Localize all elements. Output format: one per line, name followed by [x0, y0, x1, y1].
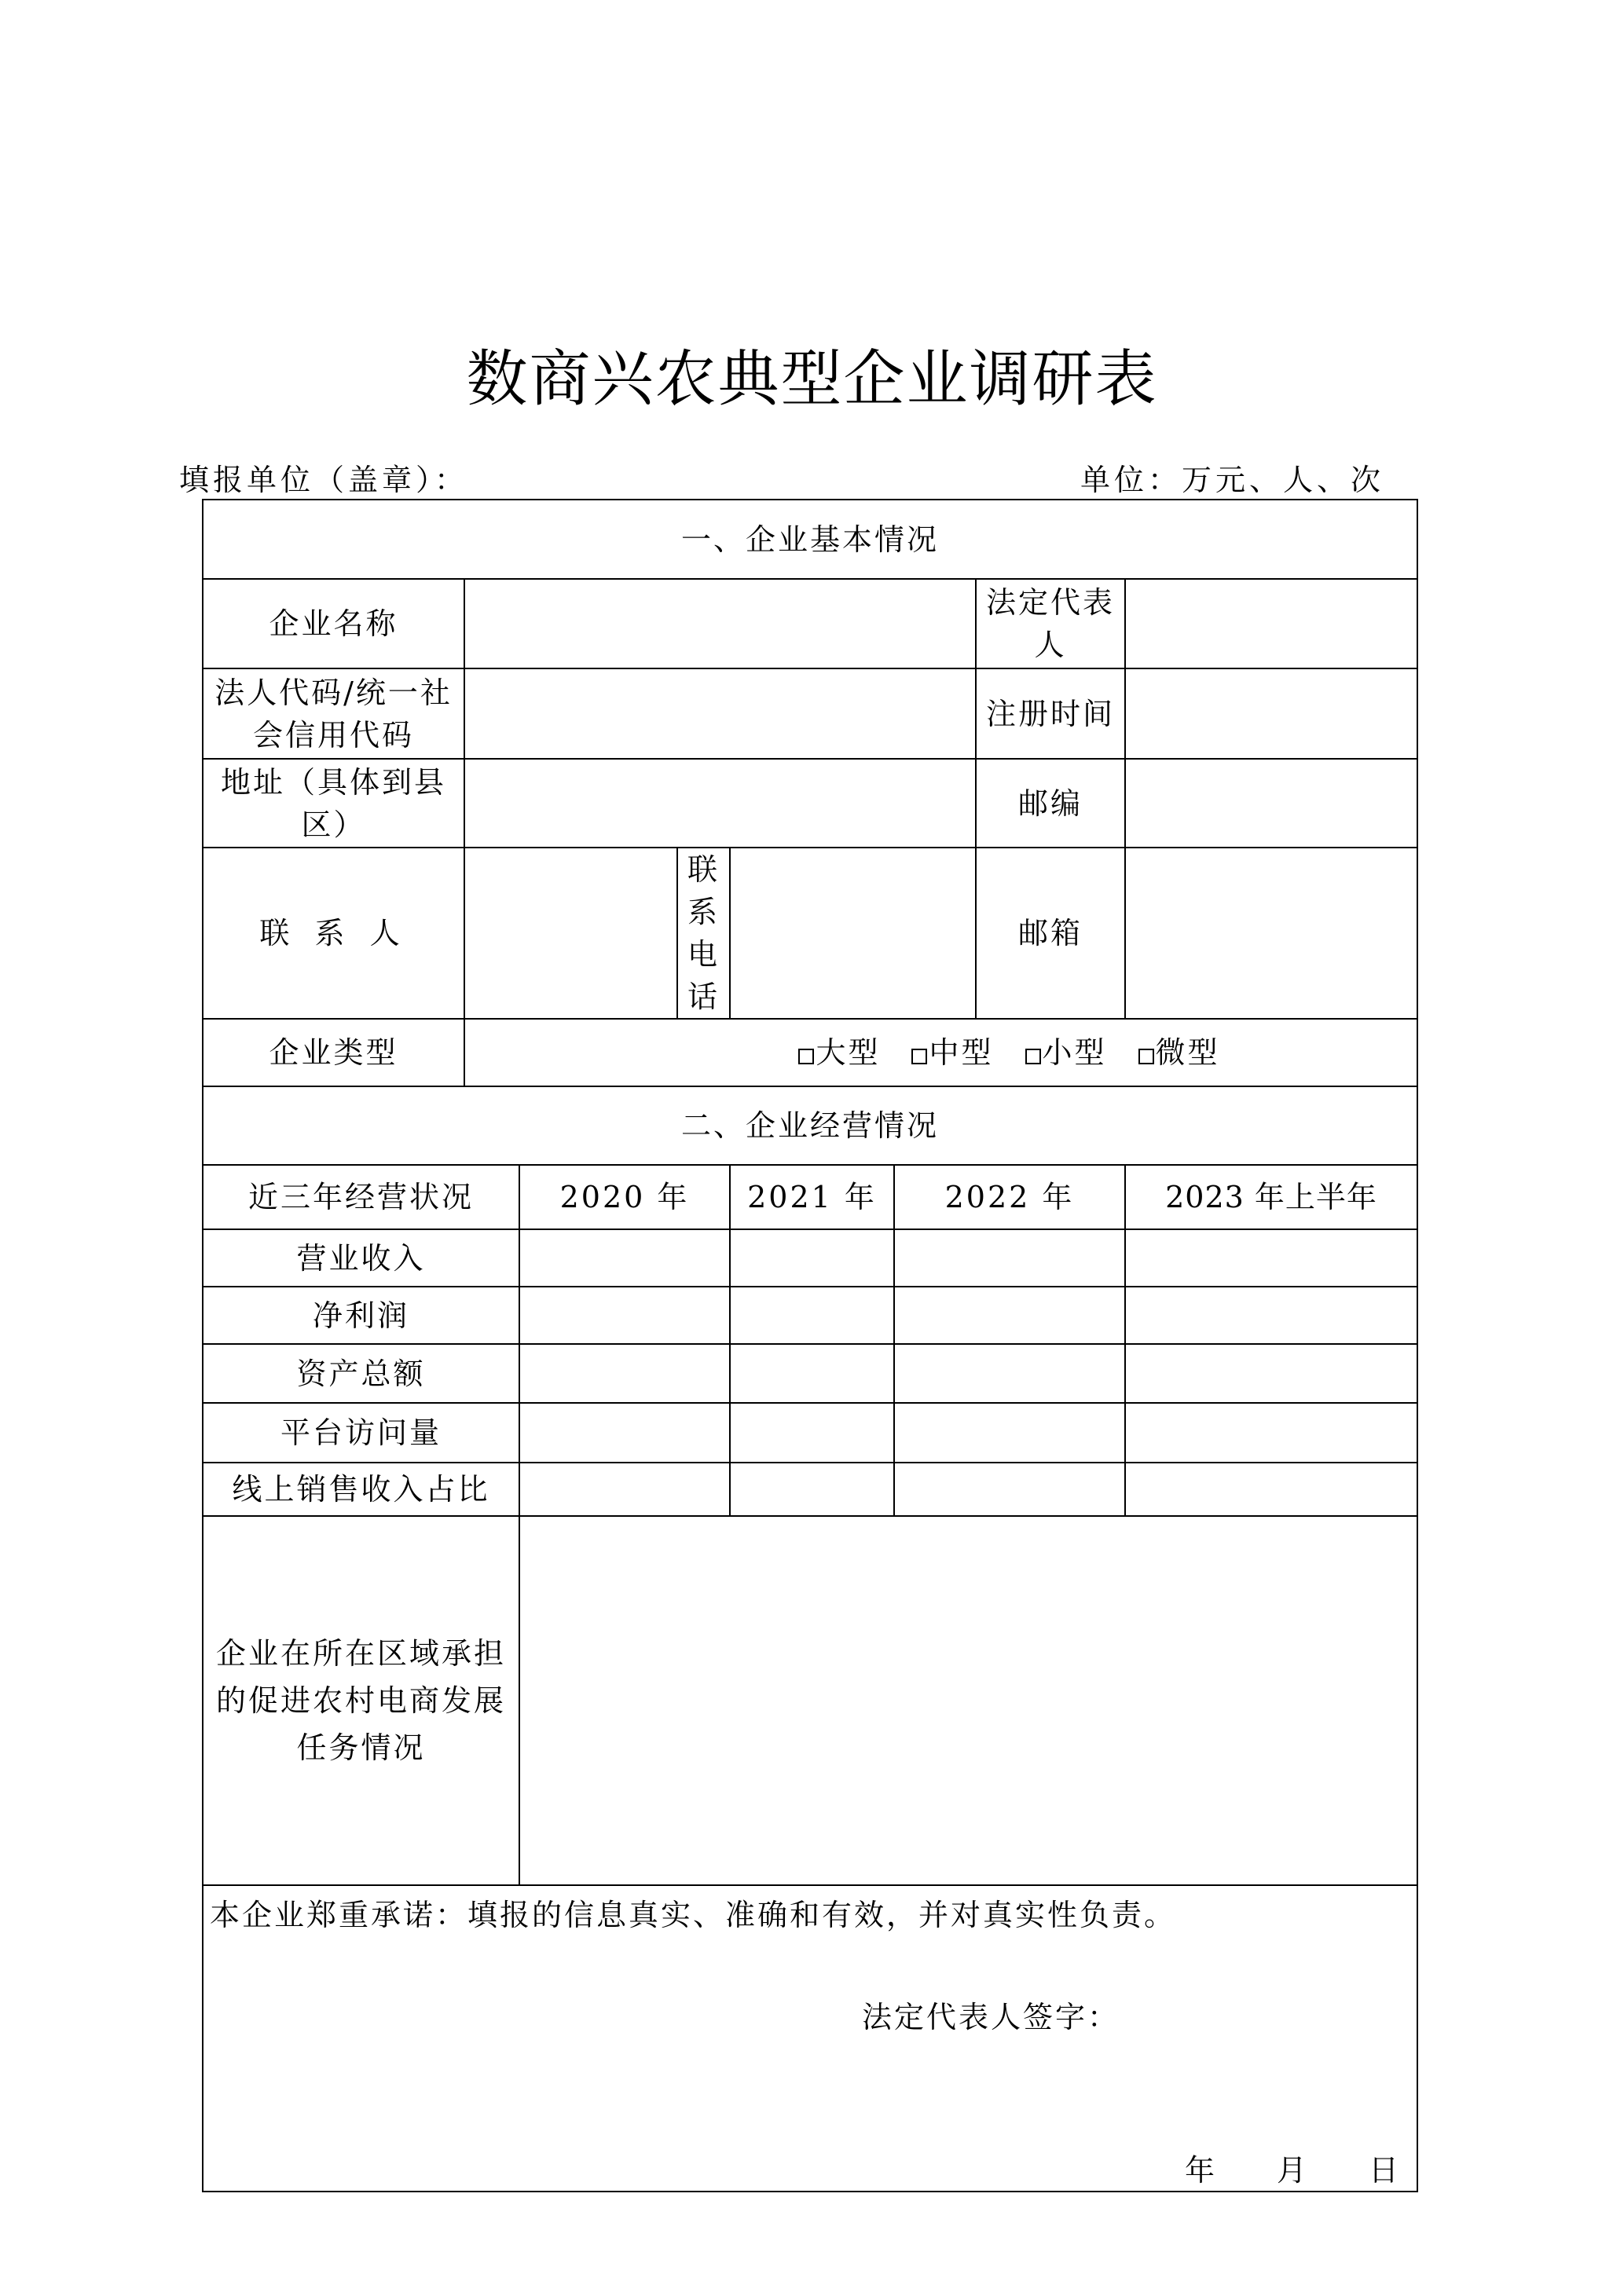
signature-label: 法定代表人签字： [862, 2000, 1120, 2034]
date-line [1125, 2149, 1401, 2192]
pledge-block [203, 1885, 1417, 2192]
checkbox-icon[interactable] [798, 1049, 814, 1064]
year-2022-header: 2022 年 [894, 1165, 1125, 1229]
company-name-field[interactable] [464, 579, 976, 668]
checkbox-icon[interactable] [1138, 1049, 1154, 1064]
contact-phone-field[interactable] [730, 848, 976, 1019]
cell-input[interactable] [519, 1287, 730, 1344]
cell-input[interactable] [1125, 1344, 1417, 1403]
cell-input[interactable] [519, 1344, 730, 1403]
date-day: 日 [1369, 2153, 1402, 2188]
reg-time-label: 注册时间 [976, 668, 1125, 759]
cell-input[interactable] [1125, 1287, 1417, 1344]
row-total-assets-label: 资产总额 [203, 1344, 519, 1403]
address-label: 地址（具体到县区） [203, 759, 464, 848]
contact-field[interactable] [464, 848, 677, 1019]
date-year: 年 [1184, 2153, 1217, 2188]
cell-input[interactable] [730, 1463, 894, 1516]
cell-input[interactable] [894, 1403, 1125, 1463]
contact-label: 联 系 人 [203, 848, 464, 1019]
section2-heading: 二、企业经营情况 [203, 1086, 1417, 1165]
row-visits-label: 平台访问量 [203, 1403, 519, 1463]
type-option-medium[interactable]: 中型 [911, 1031, 993, 1074]
credit-code-field[interactable] [464, 668, 976, 759]
section1-heading: 一、企业基本情况 [203, 500, 1417, 579]
cell-input[interactable] [894, 1463, 1125, 1516]
legal-rep-label: 法定代表人 [976, 579, 1125, 668]
row-revenue-label: 营业收入 [203, 1229, 519, 1287]
reg-time-field[interactable] [1125, 668, 1417, 759]
row-net-profit-label: 净利润 [203, 1287, 519, 1344]
survey-table [202, 499, 1418, 2192]
checkbox-icon[interactable] [911, 1049, 927, 1064]
type-option-micro[interactable]: 微型 [1138, 1031, 1220, 1074]
filler-unit-label: 填报单位（盖章）： [179, 463, 469, 497]
year-2023h1-header: 2023 年上半年 [1125, 1165, 1417, 1229]
cell-input[interactable] [1125, 1463, 1417, 1516]
email-label: 邮箱 [976, 848, 1125, 1019]
cell-input[interactable] [730, 1229, 894, 1287]
pledge-text: 本企业郑重承诺：填报的信息真实、准确和有效，并对真实性负责。 [210, 1898, 1177, 1932]
row-online-share-label: 线上销售收入占比 [203, 1463, 519, 1516]
cell-input[interactable] [730, 1403, 894, 1463]
cell-input[interactable] [894, 1287, 1125, 1344]
task-field[interactable] [519, 1516, 1417, 1885]
company-name-label: 企业名称 [203, 579, 464, 668]
credit-code-label: 法人代码/统一社会信用代码 [203, 668, 464, 759]
cell-input[interactable] [730, 1344, 894, 1403]
checkbox-icon[interactable] [1025, 1049, 1041, 1064]
years-label: 近三年经营状况 [203, 1165, 519, 1229]
survey-form [202, 499, 1417, 2188]
page-title: 数商兴农典型企业调研表 [466, 344, 1158, 415]
cell-input[interactable] [1125, 1229, 1417, 1287]
company-type-label: 企业类型 [203, 1019, 464, 1086]
unit-note: 单位：万元、人、次 [1080, 463, 1385, 497]
postcode-label: 邮编 [976, 759, 1125, 848]
postcode-field[interactable] [1125, 759, 1417, 848]
contact-phone-label: 联系电话 [677, 848, 730, 1019]
company-type-options [464, 1019, 1417, 1086]
type-option-large[interactable]: 大型 [798, 1031, 880, 1074]
cell-input[interactable] [894, 1344, 1125, 1403]
date-month: 月 [1276, 2153, 1309, 2188]
cell-input[interactable] [894, 1229, 1125, 1287]
cell-input[interactable] [730, 1287, 894, 1344]
email-field[interactable] [1125, 848, 1417, 1019]
cell-input[interactable] [519, 1229, 730, 1287]
type-option-small[interactable]: 小型 [1025, 1031, 1107, 1074]
task-label: 企业在所在区域承担的促进农村电商发展任务情况 [203, 1516, 519, 1885]
legal-rep-field[interactable] [1125, 579, 1417, 668]
year-2020-header: 2020 年 [519, 1165, 730, 1229]
cell-input[interactable] [519, 1403, 730, 1463]
year-2021-header: 2021 年 [730, 1165, 894, 1229]
address-field[interactable] [464, 759, 976, 848]
cell-input[interactable] [1125, 1403, 1417, 1463]
cell-input[interactable] [519, 1463, 730, 1516]
